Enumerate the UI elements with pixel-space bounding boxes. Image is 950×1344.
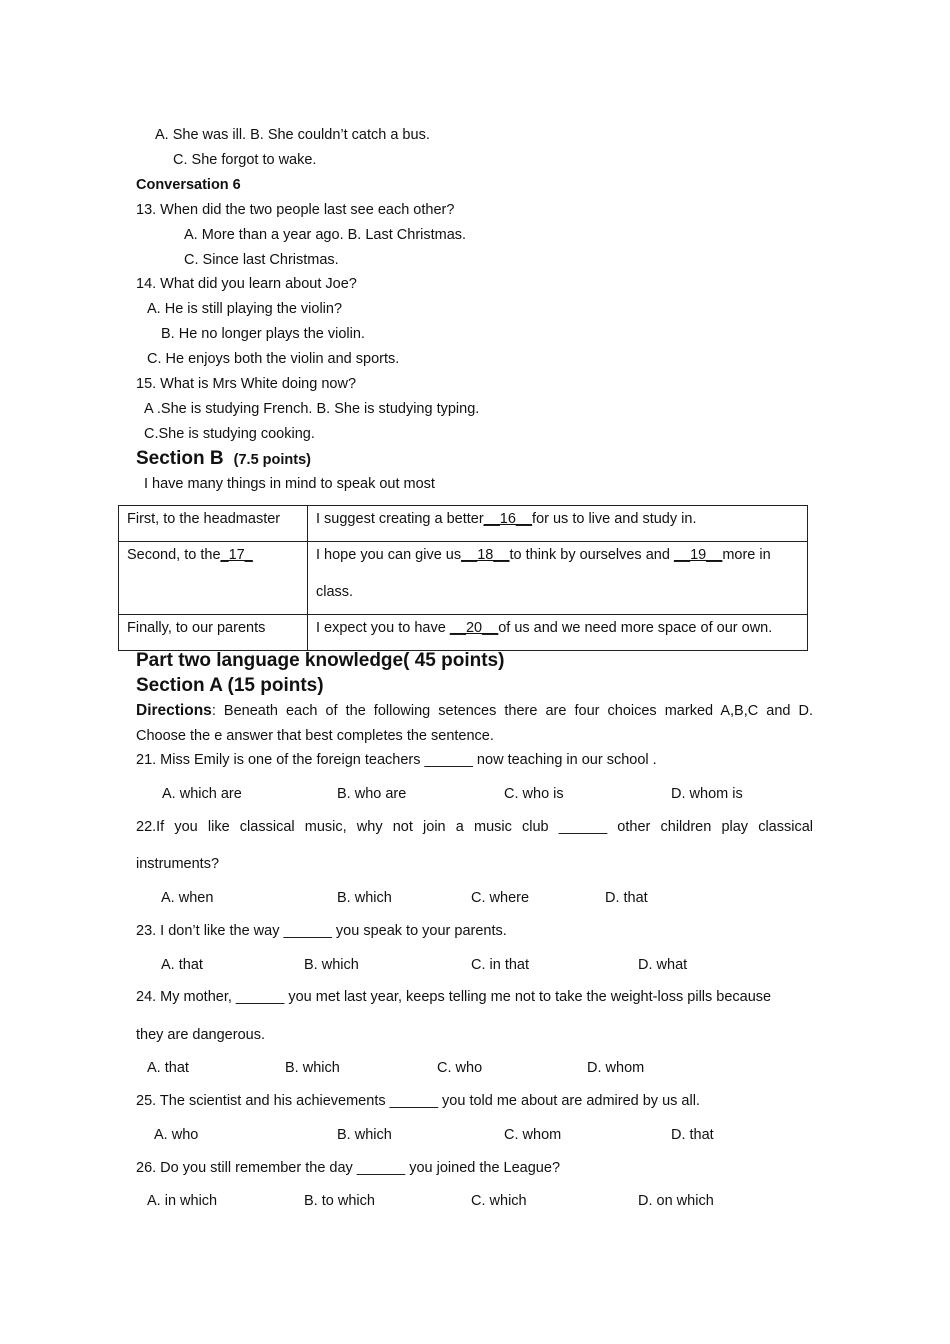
q24-option-c: C. who bbox=[437, 1060, 483, 1076]
answer-blank: __16__ bbox=[483, 511, 533, 527]
q25-option-b: B. which bbox=[337, 1127, 392, 1143]
row2-continuation: class. bbox=[316, 584, 354, 600]
q14-option-c: C. He enjoys both the violin and sports. bbox=[147, 351, 400, 367]
answer-blank: __20__ bbox=[449, 620, 499, 636]
cell-text: to think by ourselves and bbox=[509, 547, 674, 563]
q23-option-c: C. in that bbox=[471, 957, 530, 973]
q24-stem-line2: they are dangerous. bbox=[136, 1027, 265, 1043]
table-cell-left: First, to the headmaster bbox=[119, 506, 308, 542]
q22-stem-line1: 22.If you like classical music, why not join a music club ______ other children play classical bbox=[136, 819, 813, 835]
q25-option-d: D. that bbox=[671, 1127, 714, 1143]
q21-option-a: A. which are bbox=[162, 786, 242, 802]
blank-17: _17_ bbox=[220, 547, 253, 563]
q12-options-ab: A. She was ill. B. She couldn’t catch a bus. bbox=[155, 127, 430, 143]
cell-text: of us and we need more space of our own. bbox=[498, 620, 773, 636]
q25-option-a: A. who bbox=[154, 1127, 199, 1143]
q21-option-c: C. who is bbox=[504, 786, 564, 802]
q15-option-c: C.She is studying cooking. bbox=[144, 426, 315, 442]
q12-option-c: C. She forgot to wake. bbox=[173, 152, 317, 168]
q23-option-d: D. what bbox=[638, 957, 688, 973]
q23-option-b: B. which bbox=[304, 957, 359, 973]
q21-option-d: D. whom is bbox=[671, 786, 743, 802]
directions-line2: Choose the e answer that best completes the sentence. bbox=[136, 728, 494, 744]
cell-text: I suggest creating a better bbox=[316, 511, 484, 527]
cell-text: I expect you to have bbox=[316, 620, 450, 636]
q21-stem: 21. Miss Emily is one of the foreign teachers ______ now teaching in our school . bbox=[136, 752, 657, 768]
q21-option-b: B. who are bbox=[337, 786, 407, 802]
q26-option-c: C. which bbox=[471, 1193, 527, 1209]
section-b-table bbox=[118, 505, 808, 651]
q15-options-ab: A .She is studying French. B. She is studying typing. bbox=[144, 401, 480, 417]
q24-option-b: B. which bbox=[285, 1060, 340, 1076]
answer-blank: __18__ bbox=[461, 547, 510, 563]
table-row bbox=[119, 542, 808, 615]
q22-stem-line2: instruments? bbox=[136, 856, 220, 872]
q13-option-c: C. Since last Christmas. bbox=[184, 252, 339, 268]
q22-option-c: C. where bbox=[471, 890, 530, 906]
table-cell-left: Second, to the_17_ bbox=[119, 542, 308, 615]
table-cell-left: Finally, to our parents bbox=[119, 615, 308, 651]
directions-label: Directions bbox=[136, 702, 212, 719]
table-row bbox=[119, 506, 808, 542]
q23-stem: 23. I don’t like the way ______ you speak to your parents. bbox=[136, 923, 507, 939]
q24-stem-line1: 24. My mother, ______ you met last year, keeps telling me not to take the weight-loss pills because bbox=[136, 989, 772, 1005]
answer-blank: __19__ bbox=[673, 547, 723, 563]
q24-option-d: D. whom bbox=[587, 1060, 645, 1076]
q23-option-a: A. that bbox=[161, 957, 203, 973]
part-two-title: Part two language knowledge( 45 points) bbox=[136, 650, 505, 671]
q14-option-a: A. He is still playing the violin? bbox=[147, 301, 343, 317]
q25-option-c: C. whom bbox=[504, 1127, 562, 1143]
q13-stem: 13. When did the two people last see each other? bbox=[136, 202, 455, 218]
q22-option-a: A. when bbox=[161, 890, 214, 906]
cell-text: for us to live and study in. bbox=[532, 511, 697, 527]
table-cell-right bbox=[308, 615, 808, 651]
section-b-points: (7.5 points) bbox=[233, 452, 311, 468]
section-b-title: Section B bbox=[136, 448, 224, 469]
q26-stem: 26. Do you still remember the day ______ you joined the League? bbox=[136, 1160, 561, 1176]
conversation-6-heading: Conversation 6 bbox=[136, 177, 241, 193]
cell-text: I hope you can give us bbox=[316, 547, 462, 563]
directions-line1: Directions: Beneath each of the following setences there are four choices marked A,B,C and D. bbox=[136, 702, 813, 719]
q14-option-b: B. He no longer plays the violin. bbox=[161, 326, 365, 342]
cell-text: more in bbox=[722, 547, 771, 563]
table-cell-right bbox=[308, 542, 808, 615]
table-cell-right bbox=[308, 506, 808, 542]
q14-stem: 14. What did you learn about Joe? bbox=[136, 276, 357, 292]
table-row bbox=[119, 615, 808, 651]
q13-options-ab: A. More than a year ago. B. Last Christmas. bbox=[184, 227, 467, 243]
q15-stem: 15. What is Mrs White doing now? bbox=[136, 376, 357, 392]
q26-option-b: B. to which bbox=[304, 1193, 375, 1209]
q26-option-d: D. on which bbox=[638, 1193, 714, 1209]
q22-option-d: D. that bbox=[605, 890, 648, 906]
q26-option-a: A. in which bbox=[147, 1193, 218, 1209]
section-b-intro: I have many things in mind to speak out most bbox=[144, 476, 435, 492]
section-b-heading bbox=[136, 448, 311, 470]
q25-stem: 25. The scientist and his achievements ______ you told me about are admired by us all. bbox=[136, 1093, 700, 1109]
q22-option-b: B. which bbox=[337, 890, 392, 906]
q24-option-a: A. that bbox=[147, 1060, 189, 1076]
section-a-title: Section A (15 points) bbox=[136, 675, 324, 696]
